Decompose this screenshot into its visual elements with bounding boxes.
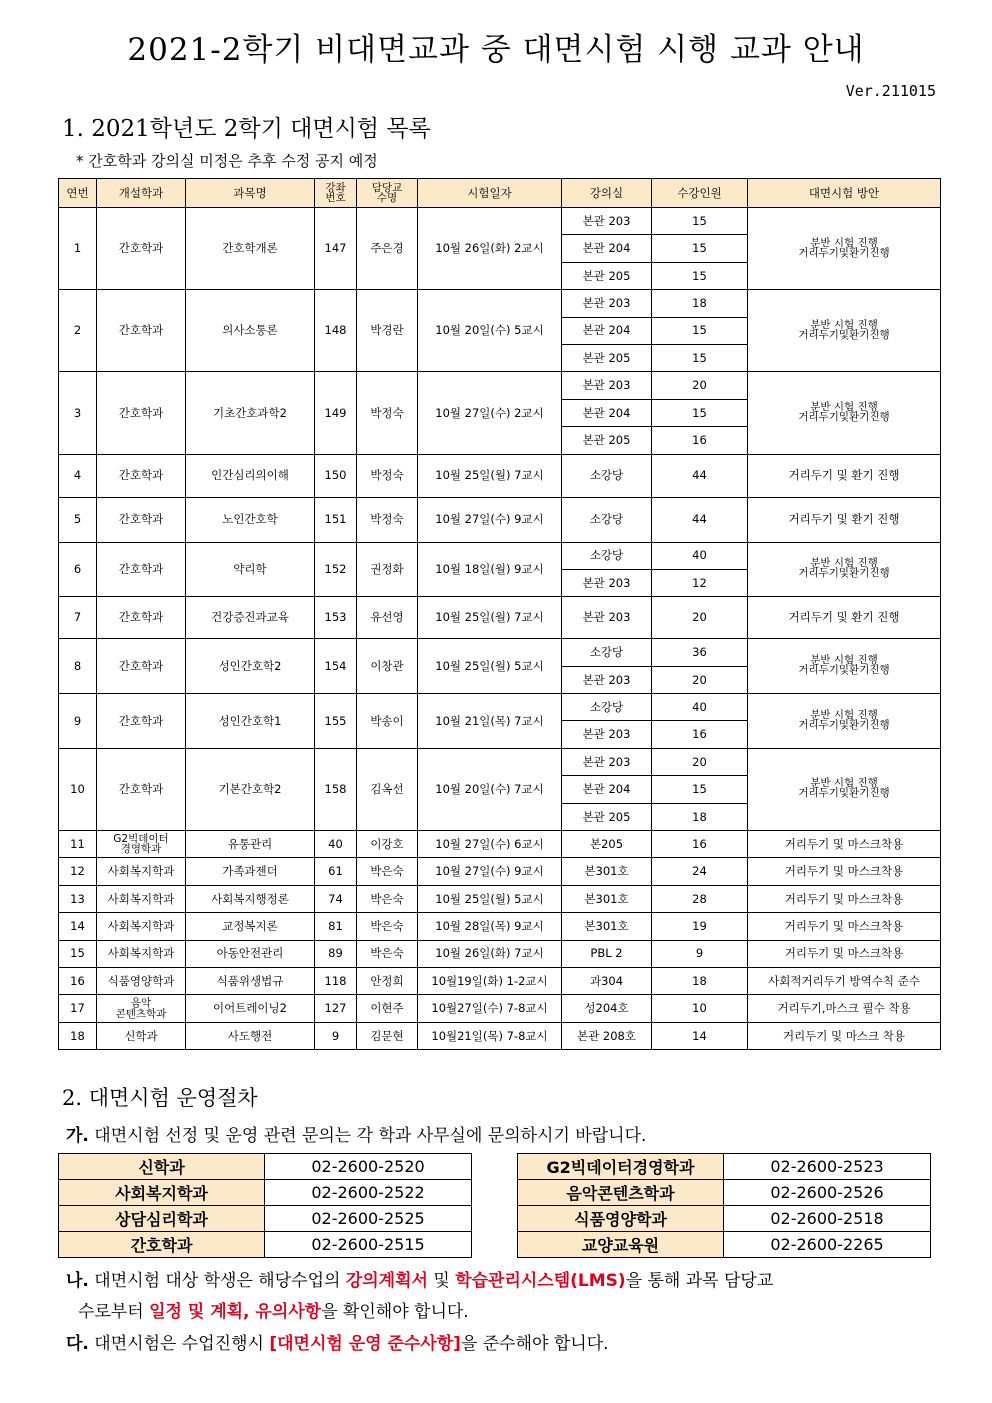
cell-no: 5 (59, 497, 97, 542)
contact-dept: G2빅데이터경영학과 (518, 1154, 724, 1180)
contact-row (518, 1180, 931, 1206)
page-title: 2021-2학기 비대면교과 중 대면시험 시행 교과 안내 (127, 32, 865, 68)
na-highlight-syllabus: 강의계획서 (345, 1271, 428, 1291)
marker-ga: 가. (66, 1126, 89, 1146)
cell-room: 본관 203 (562, 666, 652, 693)
cell-room: 성204호 (562, 995, 652, 1022)
cell-count: 19 (652, 913, 748, 940)
cell-count: 16 (652, 721, 748, 748)
cell-method: 분반 시험 진행 거리두기및환기진행 (748, 639, 941, 694)
cell-method: 분반 시험 진행 거리두기및환기진행 (748, 290, 941, 372)
cell-no: 4 (59, 454, 97, 497)
cell-method: 분반 시험 진행 거리두기및환기진행 (748, 694, 941, 749)
cell-dept: 사회복지학과 (97, 885, 186, 912)
cell-room: 본관 205 (562, 803, 652, 830)
cell-method: 분반 시험 진행 거리두기및환기진행 (748, 208, 941, 290)
header-dept: 개설학과 (97, 179, 186, 208)
cell-count: 12 (652, 569, 748, 596)
cell-room: 소강당 (562, 497, 652, 542)
cell-date: 10월 28일(목) 9교시 (418, 913, 562, 940)
cell-count: 20 (652, 748, 748, 775)
cell-course: 이어트레이닝2 (186, 995, 315, 1022)
cell-course: 교정복지론 (186, 913, 315, 940)
cell-room: 소강당 (562, 694, 652, 721)
cell-dept: G2빅데이터 경영학과 (97, 831, 186, 858)
cell-prof: 박송이 (357, 694, 418, 749)
header-count: 수강인원 (652, 179, 748, 208)
da-text-1: 대면시험은 수업진행시 (94, 1334, 270, 1354)
cell-room: 본관 203 (562, 290, 652, 317)
cell-date: 10월 27일(수) 6교시 (418, 831, 562, 858)
cell-count: 20 (652, 597, 748, 639)
cell-dept: 사회복지학과 (97, 858, 186, 885)
table-row (59, 497, 941, 542)
cell-dept: 간호학과 (97, 748, 186, 830)
header-date: 시험일자 (418, 179, 562, 208)
cell-count: 36 (652, 639, 748, 666)
cell-no: 10 (59, 748, 97, 830)
cell-method: 분반 시험 진행 거리두기및환기진행 (748, 372, 941, 454)
table-row (59, 208, 941, 235)
cell-date: 10월 25일(월) 5교시 (418, 885, 562, 912)
cell-course: 성인간호학1 (186, 694, 315, 749)
header-course: 과목명 (186, 179, 315, 208)
marker-da: 다. (66, 1334, 89, 1354)
contact-phone: 02-2600-2523 (724, 1154, 931, 1180)
paragraph-ga-text: 대면시험 선정 및 운영 관련 문의는 각 학과 사무실에 문의하시기 바랍니다. (94, 1126, 647, 1146)
cell-prof: 권정화 (357, 542, 418, 597)
cell-course: 약리학 (186, 542, 315, 597)
cell-room: 본관 205 (562, 344, 652, 371)
cell-no: 18 (59, 1022, 97, 1049)
cell-room: 본301호 (562, 885, 652, 912)
cell-room: 본205 (562, 831, 652, 858)
cell-room: 본관 204 (562, 235, 652, 262)
cell-count: 15 (652, 344, 748, 371)
cell-no: 14 (59, 913, 97, 940)
contact-phone: 02-2600-2525 (265, 1206, 472, 1232)
cell-course: 사도행전 (186, 1022, 315, 1049)
cell-count: 15 (652, 399, 748, 426)
contact-dept: 음악콘텐츠학과 (518, 1180, 724, 1206)
na-highlight-lms: 학습관리시스템(LMS) (455, 1271, 626, 1291)
cell-dept: 간호학과 (97, 639, 186, 694)
cell-course: 인간심리의이해 (186, 454, 315, 497)
cell-code: 155 (315, 694, 357, 749)
cell-dept: 간호학과 (97, 290, 186, 372)
cell-no: 15 (59, 940, 97, 967)
cell-course: 성인간호학2 (186, 639, 315, 694)
cell-dept: 간호학과 (97, 497, 186, 542)
cell-method: 거리두기 및 마스크 착용 (748, 1022, 941, 1049)
cell-method: 거리두기,마스크 필수 착용 (748, 995, 941, 1022)
contact-dept: 식품영양학과 (518, 1206, 724, 1232)
cell-date: 10월27일(수) 7-8교시 (418, 995, 562, 1022)
cell-count: 20 (652, 666, 748, 693)
cell-no: 1 (59, 208, 97, 290)
cell-code: 148 (315, 290, 357, 372)
cell-dept: 식품영양학과 (97, 967, 186, 994)
cell-method: 거리두기 및 마스크착용 (748, 885, 941, 912)
cell-date: 10월 20일(수) 5교시 (418, 290, 562, 372)
cell-code: 61 (315, 858, 357, 885)
table-row (59, 913, 941, 940)
cell-date: 10월 21일(목) 7교시 (418, 694, 562, 749)
paragraph-na (66, 1266, 773, 1328)
da-text-2: 을 준수해야 합니다. (460, 1334, 609, 1354)
na-text-5: 을 확인해야 합니다. (321, 1302, 469, 1322)
cell-count: 15 (652, 776, 748, 803)
cell-count: 24 (652, 858, 748, 885)
cell-dept: 간호학과 (97, 208, 186, 290)
cell-no: 6 (59, 542, 97, 597)
cell-method: 분반 시험 진행 거리두기및환기진행 (748, 542, 941, 597)
cell-no: 9 (59, 694, 97, 749)
header-prof (357, 179, 418, 208)
na-highlight-schedule: 일정 및 계획, 유의사항 (149, 1302, 322, 1322)
cell-count: 15 (652, 317, 748, 344)
cell-code: 152 (315, 542, 357, 597)
contact-dept: 사회복지학과 (59, 1180, 265, 1206)
cell-prof: 김문현 (357, 1022, 418, 1049)
contact-row (518, 1232, 931, 1258)
cell-method: 거리두기 및 마스크착용 (748, 940, 941, 967)
cell-course: 의사소통론 (186, 290, 315, 372)
contact-row (518, 1154, 931, 1180)
cell-count: 14 (652, 1022, 748, 1049)
na-text-2: 및 (427, 1271, 456, 1291)
cell-count: 15 (652, 235, 748, 262)
contact-dept: 신학과 (59, 1154, 265, 1180)
cell-room: 본관 204 (562, 399, 652, 426)
table-row (59, 454, 941, 497)
cell-room: 본관 203 (562, 748, 652, 775)
cell-dept: 간호학과 (97, 597, 186, 639)
cell-no: 16 (59, 967, 97, 994)
cell-code: 154 (315, 639, 357, 694)
contact-table-right (517, 1153, 931, 1258)
cell-prof: 유선영 (357, 597, 418, 639)
cell-code: 149 (315, 372, 357, 454)
section2-heading: 2. 대면시험 운영절차 (62, 1086, 258, 1110)
na-text-4: 수로부터 (78, 1302, 150, 1322)
cell-room: 본관 204 (562, 317, 652, 344)
cell-prof: 김옥선 (357, 748, 418, 830)
cell-course: 기본간호학2 (186, 748, 315, 830)
na-text-1: 대면시험 대상 학생은 해당수업의 (94, 1271, 346, 1291)
contact-dept: 교양교육원 (518, 1232, 724, 1258)
na-text-3: 을 통해 과목 담당교 (625, 1271, 774, 1291)
cell-dept: 간호학과 (97, 542, 186, 597)
cell-room: 소강당 (562, 542, 652, 569)
cell-course: 노인간호학 (186, 497, 315, 542)
cell-count: 15 (652, 208, 748, 235)
table-row (59, 831, 941, 858)
cell-count: 18 (652, 967, 748, 994)
table-row (59, 858, 941, 885)
cell-dept: 음악 콘텐츠학과 (97, 995, 186, 1022)
cell-room: 본관 203 (562, 721, 652, 748)
cell-count: 10 (652, 995, 748, 1022)
cell-count: 40 (652, 542, 748, 569)
cell-room: 본관 203 (562, 372, 652, 399)
cell-no: 2 (59, 290, 97, 372)
header-code-label: 강좌번호 (325, 181, 346, 204)
cell-room: 본관 203 (562, 208, 652, 235)
cell-code: 147 (315, 208, 357, 290)
cell-prof: 주은경 (357, 208, 418, 290)
cell-count: 15 (652, 262, 748, 289)
cell-prof: 이창관 (357, 639, 418, 694)
cell-dept: 사회복지학과 (97, 913, 186, 940)
da-highlight-rules: [대면시험 운영 준수사항] (269, 1334, 461, 1354)
cell-dept: 간호학과 (97, 372, 186, 454)
cell-prof: 이현주 (357, 995, 418, 1022)
cell-date: 10월19일(화) 1-2교시 (418, 967, 562, 994)
cell-dept: 간호학과 (97, 694, 186, 749)
cell-method: 거리두기 및 환기 진행 (748, 597, 941, 639)
cell-method: 거리두기 및 마스크착용 (748, 913, 941, 940)
contact-row (59, 1154, 472, 1180)
cell-prof: 박정숙 (357, 372, 418, 454)
cell-count: 16 (652, 831, 748, 858)
contact-table-left (58, 1153, 472, 1258)
cell-count: 44 (652, 497, 748, 542)
table-row (59, 694, 941, 721)
cell-code: 74 (315, 885, 357, 912)
table-row (59, 995, 941, 1022)
cell-code: 127 (315, 995, 357, 1022)
cell-no: 17 (59, 995, 97, 1022)
contact-phone: 02-2600-2526 (724, 1180, 931, 1206)
cell-date: 10월 20일(수) 7교시 (418, 748, 562, 830)
cell-room: 본관 205 (562, 427, 652, 454)
cell-course: 유통관리 (186, 831, 315, 858)
contact-phone: 02-2600-2515 (265, 1232, 472, 1258)
contact-dept: 상담심리학과 (59, 1206, 265, 1232)
cell-prof: 박정숙 (357, 454, 418, 497)
cell-dept: 간호학과 (97, 454, 186, 497)
cell-room: 본관 205 (562, 262, 652, 289)
table-row (59, 542, 941, 569)
contact-dept: 간호학과 (59, 1232, 265, 1258)
cell-code: 150 (315, 454, 357, 497)
cell-code: 118 (315, 967, 357, 994)
table-row (59, 372, 941, 399)
exam-table (58, 178, 941, 1050)
cell-count: 18 (652, 803, 748, 830)
cell-prof: 이강호 (357, 831, 418, 858)
cell-count: 9 (652, 940, 748, 967)
table-row (59, 290, 941, 317)
cell-course: 아동안전관리 (186, 940, 315, 967)
cell-room: 본관 203 (562, 569, 652, 596)
cell-prof: 안정희 (357, 967, 418, 994)
header-no: 연번 (59, 179, 97, 208)
cell-course: 식품위생법규 (186, 967, 315, 994)
cell-course: 건강증진과교육 (186, 597, 315, 639)
table-row (59, 885, 941, 912)
cell-date: 10월 26일(화) 7교시 (418, 940, 562, 967)
cell-prof: 박은숙 (357, 913, 418, 940)
cell-code: 151 (315, 497, 357, 542)
cell-code: 153 (315, 597, 357, 639)
header-room: 강의실 (562, 179, 652, 208)
cell-room: 본관 208호 (562, 1022, 652, 1049)
contact-phone: 02-2600-2518 (724, 1206, 931, 1232)
contact-phone: 02-2600-2265 (724, 1232, 931, 1258)
cell-date: 10월 27일(수) 2교시 (418, 372, 562, 454)
cell-prof: 박은숙 (357, 940, 418, 967)
header-method: 대면시험 방안 (748, 179, 941, 208)
contact-row (59, 1206, 472, 1232)
cell-room: 소강당 (562, 639, 652, 666)
cell-date: 10월 18일(월) 9교시 (418, 542, 562, 597)
version-label: Ver.211015 (845, 82, 936, 100)
cell-date: 10월 25일(월) 7교시 (418, 454, 562, 497)
cell-room: 본301호 (562, 858, 652, 885)
cell-date: 10월 27일(수) 9교시 (418, 858, 562, 885)
cell-date: 10월21일(목) 7-8교시 (418, 1022, 562, 1049)
cell-prof: 박정숙 (357, 497, 418, 542)
cell-dept: 사회복지학과 (97, 940, 186, 967)
cell-method: 사회적거리두기 방역수칙 준수 (748, 967, 941, 994)
cell-date: 10월 25일(월) 5교시 (418, 639, 562, 694)
cell-code: 81 (315, 913, 357, 940)
contact-phone: 02-2600-2520 (265, 1154, 472, 1180)
cell-method: 거리두기 및 마스크착용 (748, 858, 941, 885)
cell-no: 8 (59, 639, 97, 694)
table-row (59, 940, 941, 967)
paragraph-ga (66, 1121, 646, 1146)
cell-count: 28 (652, 885, 748, 912)
cell-no: 12 (59, 858, 97, 885)
cell-method: 분반 시험 진행 거리두기및환기진행 (748, 748, 941, 830)
table-header-row (59, 179, 941, 208)
cell-room: 본301호 (562, 913, 652, 940)
cell-date: 10월 25일(월) 7교시 (418, 597, 562, 639)
marker-na: 나. (66, 1271, 89, 1291)
cell-date: 10월 26일(화) 2교시 (418, 208, 562, 290)
cell-no: 13 (59, 885, 97, 912)
cell-course: 가족과젠더 (186, 858, 315, 885)
cell-room: PBL 2 (562, 940, 652, 967)
exam-table-body (59, 208, 941, 1050)
cell-no: 11 (59, 831, 97, 858)
cell-course: 간호학개론 (186, 208, 315, 290)
header-prof-label: 담당교수명 (371, 181, 403, 204)
cell-method: 거리두기 및 환기 진행 (748, 497, 941, 542)
cell-room: 소강당 (562, 454, 652, 497)
cell-room: 본관 204 (562, 776, 652, 803)
paragraph-da (66, 1329, 609, 1360)
table-row (59, 639, 941, 666)
cell-code: 9 (315, 1022, 357, 1049)
cell-prof: 박은숙 (357, 858, 418, 885)
section1-note: * 간호학과 강의실 미정은 추후 수정 공지 예정 (76, 152, 378, 170)
cell-method: 거리두기 및 마스크착용 (748, 831, 941, 858)
cell-code: 40 (315, 831, 357, 858)
header-code (315, 179, 357, 208)
cell-code: 158 (315, 748, 357, 830)
cell-room: 본관 203 (562, 597, 652, 639)
cell-prof: 박은숙 (357, 885, 418, 912)
contact-row (59, 1180, 472, 1206)
cell-count: 40 (652, 694, 748, 721)
cell-count: 16 (652, 427, 748, 454)
cell-code: 89 (315, 940, 357, 967)
cell-prof: 박경란 (357, 290, 418, 372)
cell-course: 기초간호과학2 (186, 372, 315, 454)
contact-row (59, 1232, 472, 1258)
table-row (59, 967, 941, 994)
cell-method: 거리두기 및 환기 진행 (748, 454, 941, 497)
cell-no: 7 (59, 597, 97, 639)
table-row (59, 597, 941, 639)
cell-count: 20 (652, 372, 748, 399)
cell-room: 과304 (562, 967, 652, 994)
section1-heading: 1. 2021학년도 2학기 대면시험 목록 (62, 116, 431, 142)
contact-row (518, 1206, 931, 1232)
cell-dept: 신학과 (97, 1022, 186, 1049)
cell-count: 44 (652, 454, 748, 497)
contact-phone: 02-2600-2522 (265, 1180, 472, 1206)
table-row (59, 748, 941, 775)
table-row (59, 1022, 941, 1049)
cell-no: 3 (59, 372, 97, 454)
cell-date: 10월 27일(수) 9교시 (418, 497, 562, 542)
cell-course: 사회복지행정론 (186, 885, 315, 912)
cell-count: 18 (652, 290, 748, 317)
